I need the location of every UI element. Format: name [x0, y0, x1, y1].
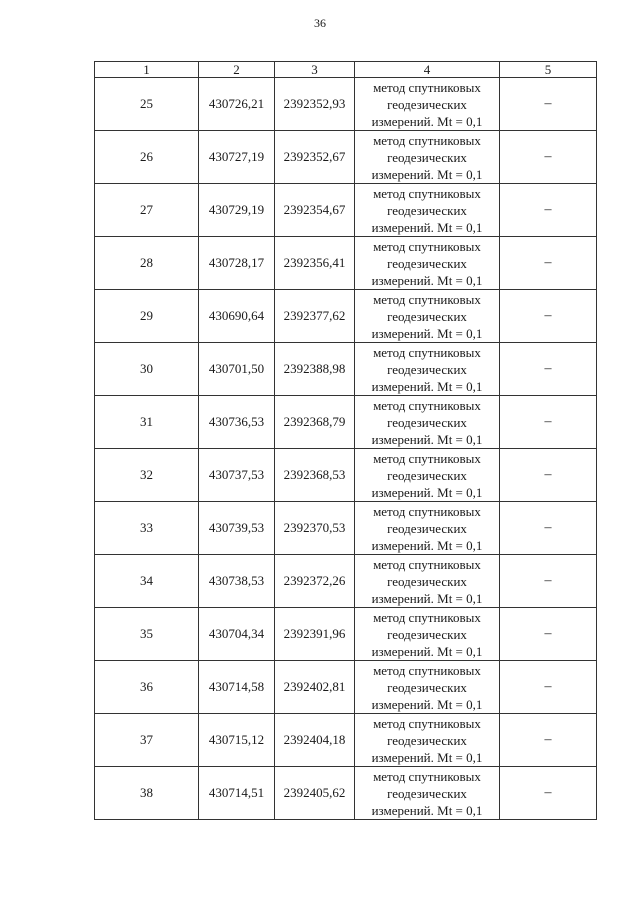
- x-coordinate-cell: 430736,53: [199, 396, 275, 449]
- method-cell: [355, 608, 500, 661]
- method-line: метод спутниковых: [373, 79, 481, 95]
- y-coordinate-cell: 2392368,79: [275, 396, 355, 449]
- point-number-cell: 25: [95, 78, 199, 131]
- column-5-cell: –: [500, 184, 597, 237]
- method-line: геодезических: [387, 467, 467, 483]
- table-row: [95, 184, 597, 237]
- x-coordinate-cell: 430714,58: [199, 661, 275, 714]
- column-5-cell: –: [500, 78, 597, 131]
- y-coordinate-cell: 2392370,53: [275, 502, 355, 555]
- method-line: измерений. Mt = 0,1: [371, 696, 483, 712]
- method-cell: [355, 184, 500, 237]
- point-number-cell: 32: [95, 449, 199, 502]
- method-cell: [355, 449, 500, 502]
- method-line: измерений. Mt = 0,1: [371, 113, 483, 129]
- point-number-cell: 29: [95, 290, 199, 343]
- method-line: измерений. Mt = 0,1: [371, 643, 483, 659]
- x-coordinate-cell: 430727,19: [199, 131, 275, 184]
- method-line: метод спутниковых: [373, 503, 481, 519]
- column-5-cell: –: [500, 608, 597, 661]
- method-line: метод спутниковых: [373, 715, 481, 731]
- method-cell: [355, 237, 500, 290]
- column-5-cell: –: [500, 237, 597, 290]
- y-coordinate-cell: 2392352,67: [275, 131, 355, 184]
- method-line: метод спутниковых: [373, 344, 481, 360]
- y-coordinate-cell: 2392354,67: [275, 184, 355, 237]
- method-cell: [355, 767, 500, 820]
- method-line: измерений. Mt = 0,1: [371, 378, 483, 394]
- table-row: [95, 131, 597, 184]
- method-line: геодезических: [387, 679, 467, 695]
- y-coordinate-cell: 2392391,96: [275, 608, 355, 661]
- header-col-5: 5: [500, 62, 597, 78]
- y-coordinate-cell: 2392404,18: [275, 714, 355, 767]
- point-number-cell: 35: [95, 608, 199, 661]
- y-coordinate-cell: 2392402,81: [275, 661, 355, 714]
- y-coordinate-cell: 2392405,62: [275, 767, 355, 820]
- table-body: [95, 78, 597, 820]
- method-line: геодезических: [387, 149, 467, 165]
- table-row: [95, 343, 597, 396]
- column-5-cell: –: [500, 502, 597, 555]
- method-line: измерений. Mt = 0,1: [371, 272, 483, 288]
- table-row: [95, 502, 597, 555]
- y-coordinate-cell: 2392356,41: [275, 237, 355, 290]
- method-line: геодезических: [387, 202, 467, 218]
- point-number-cell: 27: [95, 184, 199, 237]
- x-coordinate-cell: 430704,34: [199, 608, 275, 661]
- method-line: геодезических: [387, 255, 467, 271]
- x-coordinate-cell: 430728,17: [199, 237, 275, 290]
- point-number-cell: 37: [95, 714, 199, 767]
- header-col-1: 1: [95, 62, 199, 78]
- point-number-cell: 38: [95, 767, 199, 820]
- method-cell: [355, 714, 500, 767]
- x-coordinate-cell: 430690,64: [199, 290, 275, 343]
- method-line: геодезических: [387, 308, 467, 324]
- column-5-cell: –: [500, 449, 597, 502]
- method-cell: [355, 131, 500, 184]
- method-cell: [355, 396, 500, 449]
- point-number-cell: 33: [95, 502, 199, 555]
- method-line: измерений. Mt = 0,1: [371, 802, 483, 818]
- method-cell: [355, 78, 500, 131]
- column-5-cell: –: [500, 767, 597, 820]
- table-row: [95, 767, 597, 820]
- point-number-cell: 36: [95, 661, 199, 714]
- method-line: метод спутниковых: [373, 768, 481, 784]
- method-line: геодезических: [387, 361, 467, 377]
- table-row: [95, 78, 597, 131]
- column-5-cell: –: [500, 555, 597, 608]
- table-row: [95, 449, 597, 502]
- method-line: метод спутниковых: [373, 291, 481, 307]
- method-line: метод спутниковых: [373, 450, 481, 466]
- method-line: метод спутниковых: [373, 185, 481, 201]
- table-row: [95, 290, 597, 343]
- y-coordinate-cell: 2392368,53: [275, 449, 355, 502]
- header-col-3: 3: [275, 62, 355, 78]
- column-5-cell: –: [500, 714, 597, 767]
- point-number-cell: 28: [95, 237, 199, 290]
- x-coordinate-cell: 430715,12: [199, 714, 275, 767]
- method-line: измерений. Mt = 0,1: [371, 590, 483, 606]
- column-5-cell: –: [500, 290, 597, 343]
- method-line: геодезических: [387, 96, 467, 112]
- table-row: [95, 608, 597, 661]
- method-line: метод спутниковых: [373, 662, 481, 678]
- point-number-cell: 30: [95, 343, 199, 396]
- method-line: метод спутниковых: [373, 556, 481, 572]
- method-line: метод спутниковых: [373, 609, 481, 625]
- method-line: измерений. Mt = 0,1: [371, 431, 483, 447]
- table-row: [95, 555, 597, 608]
- header-col-4: 4: [355, 62, 500, 78]
- method-line: метод спутниковых: [373, 238, 481, 254]
- method-line: метод спутниковых: [373, 132, 481, 148]
- y-coordinate-cell: 2392372,26: [275, 555, 355, 608]
- y-coordinate-cell: 2392352,93: [275, 78, 355, 131]
- method-line: геодезических: [387, 520, 467, 536]
- y-coordinate-cell: 2392377,62: [275, 290, 355, 343]
- method-line: измерений. Mt = 0,1: [371, 325, 483, 341]
- method-cell: [355, 343, 500, 396]
- x-coordinate-cell: 430726,21: [199, 78, 275, 131]
- method-line: измерений. Mt = 0,1: [371, 166, 483, 182]
- method-line: геодезических: [387, 573, 467, 589]
- x-coordinate-cell: 430701,50: [199, 343, 275, 396]
- method-line: измерений. Mt = 0,1: [371, 749, 483, 765]
- method-line: измерений. Mt = 0,1: [371, 537, 483, 553]
- table-row: [95, 661, 597, 714]
- method-cell: [355, 661, 500, 714]
- table-row: [95, 714, 597, 767]
- method-line: геодезических: [387, 626, 467, 642]
- table-row: [95, 237, 597, 290]
- method-cell: [355, 290, 500, 343]
- method-line: геодезических: [387, 785, 467, 801]
- column-5-cell: –: [500, 396, 597, 449]
- method-line: метод спутниковых: [373, 397, 481, 413]
- table-row: [95, 396, 597, 449]
- column-5-cell: –: [500, 131, 597, 184]
- method-cell: [355, 555, 500, 608]
- x-coordinate-cell: 430729,19: [199, 184, 275, 237]
- point-number-cell: 34: [95, 555, 199, 608]
- x-coordinate-cell: 430738,53: [199, 555, 275, 608]
- column-5-cell: –: [500, 661, 597, 714]
- x-coordinate-cell: 430739,53: [199, 502, 275, 555]
- point-number-cell: 31: [95, 396, 199, 449]
- x-coordinate-cell: 430737,53: [199, 449, 275, 502]
- method-line: геодезических: [387, 732, 467, 748]
- method-line: геодезических: [387, 414, 467, 430]
- point-number-cell: 26: [95, 131, 199, 184]
- method-line: измерений. Mt = 0,1: [371, 219, 483, 235]
- y-coordinate-cell: 2392388,98: [275, 343, 355, 396]
- coordinates-table: [94, 61, 597, 820]
- table-header-row: [95, 62, 597, 78]
- header-col-2: 2: [199, 62, 275, 78]
- method-line: измерений. Mt = 0,1: [371, 484, 483, 500]
- column-5-cell: –: [500, 343, 597, 396]
- page-number: 36: [314, 16, 326, 30]
- x-coordinate-cell: 430714,51: [199, 767, 275, 820]
- method-cell: [355, 502, 500, 555]
